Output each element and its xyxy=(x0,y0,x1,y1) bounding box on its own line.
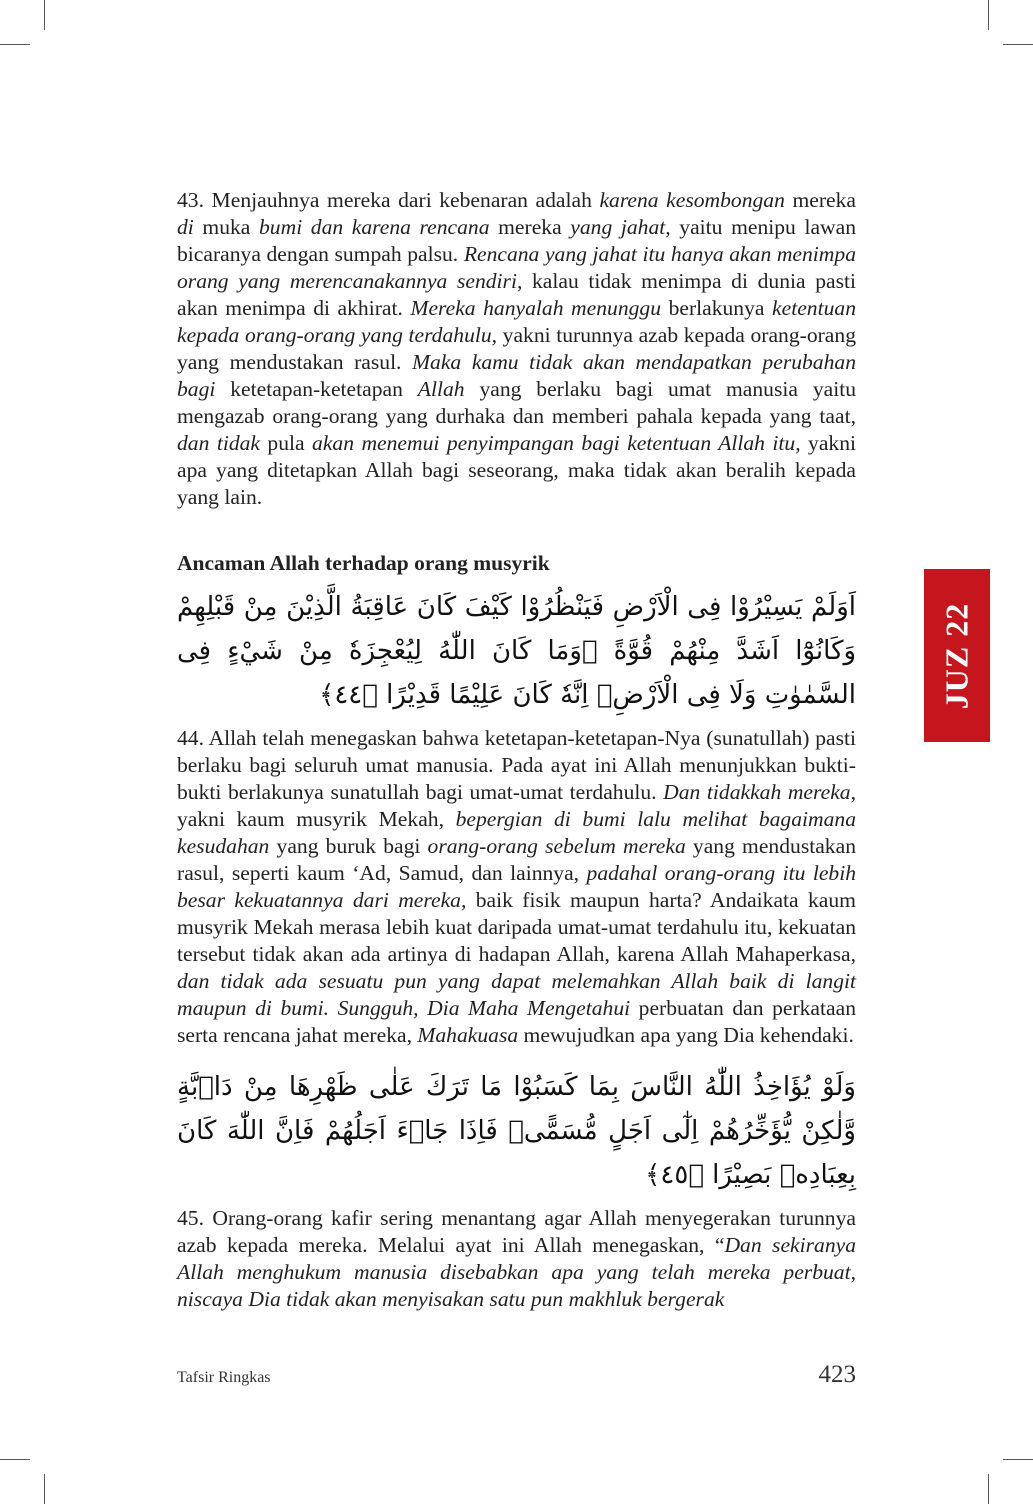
text-segment: pula xyxy=(260,431,313,455)
text-segment: yang mendustakan rasul, seperti kaum ‘Ad, Samud, dan lainnya, xyxy=(177,834,856,885)
crop-mark xyxy=(0,1459,30,1460)
text-segment: mereka xyxy=(489,215,571,239)
crop-mark xyxy=(1003,44,1033,45)
crop-mark xyxy=(988,1474,989,1504)
italic-text-segment: Mahakuasa xyxy=(417,1023,519,1047)
italic-text-segment: ketentuan kepada orang-orang yang terdahulu, xyxy=(177,296,856,347)
italic-text-segment: Maka kamu tidak akan mendapatkan perubahan bagi xyxy=(177,350,856,401)
italic-text-segment: dan tidak xyxy=(177,431,260,455)
text-segment: ketetapan-ketetapan xyxy=(215,377,418,401)
arabic-verse-44: اَوَلَمْ يَسِيْرُوْا فِى الْاَرْضِ فَيَنْظُرُوْا كَيْفَ كَانَ عَاقِبَةُ الَّذِيْنَ مِنْ قَبْلِهِمْ وَكَانُوْٓا اَشَدَّ مِنْهُمْ قُوَّةً ۗوَمَا كَانَ اللّٰهُ لِيُعْجِزَهٗ مِنْ شَيْءٍ فِى السَّمٰوٰتِ وَلَا فِى الْاَرْضِۗ اِنَّهٗ كَانَ عَلِيْمًا قَدِيْرًا ﴿٤٤﴾ xyxy=(177,592,856,710)
page-footer xyxy=(177,1361,856,1429)
italic-text-segment: bumi dan karena rencana xyxy=(259,215,490,239)
text-segment: berlakunya xyxy=(661,296,773,320)
paragraph-44 xyxy=(177,725,856,1049)
paragraph-45 xyxy=(177,1205,856,1313)
text-column xyxy=(177,0,856,1429)
text-segment: yang berlaku bagi umat manusia yaitu mengazab orang-orang yang durhaka dan memberi pahala kepada yang taat, xyxy=(177,377,856,428)
italic-text-segment: karena kesombongan xyxy=(599,188,785,212)
italic-text-segment: bepergian di bumi lalu melihat bagaimana kesudahan xyxy=(177,807,857,858)
italic-text-segment: Rencana yang jahat itu hanya akan menimpa orang yang merencanakannya sendiri, xyxy=(177,242,856,293)
italic-text-segment: dan tidak ada sesuatu pun yang dapat melemahkan Allah baik di langit maupun di bumi. Sungguh, Dia Maha Mengetahui xyxy=(177,969,856,1020)
italic-text-segment: akan menemui penyimpangan bagi ketentuan Allah itu, xyxy=(312,431,801,455)
italic-text-segment: Dan sekiranya Allah menghukum manusia disebabkan apa yang telah mereka perbuat, niscaya Dia tidak akan menyisakan satu pun makhluk bergerak xyxy=(177,1233,856,1311)
text-segment: 43. Menjauhnya mereka dari kebenaran adalah xyxy=(177,188,600,212)
arabic-verse-45: وَلَوْ يُؤَاخِذُ اللّٰهُ النَّاسَ بِمَا كَسَبُوْا مَا تَرَكَ عَلٰى ظَهْرِهَا مِنْ دَاۤبَّةٍ وَّلٰكِنْ يُّؤَخِّرُهُمْ اِلٰٓى اَجَلٍ مُّسَمًّىۚ فَاِذَا جَاۤءَ اَجَلُهُمْ فَاِنَّ اللّٰهَ كَانَ بِعِبَادِهٖ بَصِيْرًا ﴿٤٥﴾ xyxy=(177,1072,856,1190)
text-segment: yakni apa yang ditetapkan Allah bagi seseorang, maka tidak akan beralih kepada yang lain. xyxy=(177,431,857,509)
text-segment: 44. Allah telah menegaskan bahwa ketetapan-ketetapan-Nya (sunatullah) pasti berlaku bagi seluruh umat manusia. Pada ayat ini Allah menunjukkan bukti-bukti berlakunya sunatullah bagi umat-umat terdahulu. xyxy=(177,726,856,804)
crop-mark xyxy=(1003,1459,1033,1460)
juz-side-tab xyxy=(924,569,990,742)
italic-text-segment: padahal orang-orang itu lebih besar kekuatannya dari mereka, xyxy=(177,861,856,912)
text-segment: muka xyxy=(193,215,259,239)
italic-text-segment: Allah xyxy=(417,377,465,401)
crop-mark xyxy=(44,1474,45,1504)
text-segment: yaitu menipu lawan bicaranya dengan sumpah palsu. xyxy=(177,215,857,266)
crop-mark xyxy=(988,0,989,30)
text-segment: yang buruk bagi xyxy=(269,834,428,858)
italic-text-segment: Dan tidakkah mereka, xyxy=(663,780,856,804)
section-heading: Ancaman Allah terhadap orang musyrik xyxy=(177,551,550,575)
crop-mark xyxy=(0,44,30,45)
text-segment: kalau tidak menimpa di dunia pasti akan menimpa di akhirat. xyxy=(177,269,856,320)
footer-book-title: Tafsir Ringkas xyxy=(177,1369,271,1386)
italic-text-segment: di xyxy=(177,215,194,239)
crop-mark xyxy=(44,0,45,30)
text-segment: baik fisik maupun harta? Andaikata kaum musyrik Mekah merasa lebih kuat daripada umat-umat terdahulu itu, kekuatan tersebut tidak akan ada artinya di hadapan Allah, karena Allah Mahaperkasa, xyxy=(177,888,856,966)
text-segment: mereka xyxy=(784,188,856,212)
italic-text-segment: Mereka hanyalah menunggu xyxy=(410,296,662,320)
italic-text-segment: yang jahat, xyxy=(570,215,671,239)
italic-text-segment: orang-orang sebelum mereka xyxy=(427,834,686,858)
text-segment: yakni turunnya azab kepada orang-orang yang mendustakan rasul. xyxy=(177,323,856,374)
text-segment: yakni kaum musyrik Mekah, xyxy=(177,807,456,831)
paragraph-43 xyxy=(177,187,856,511)
juz-label: JUZ 22 xyxy=(938,602,975,709)
page-number: 423 xyxy=(818,1361,856,1388)
text-segment: perbuatan dan perkataan serta rencana jahat mereka, xyxy=(177,996,856,1047)
text-segment: 45. Orang-orang kafir sering menantang agar Allah menyegerakan turunnya azab kepada mereka. Melalui ayat ini Allah menegaskan, “ xyxy=(177,1206,856,1257)
text-segment: mewujudkan apa yang Dia kehendaki. xyxy=(518,1023,854,1047)
